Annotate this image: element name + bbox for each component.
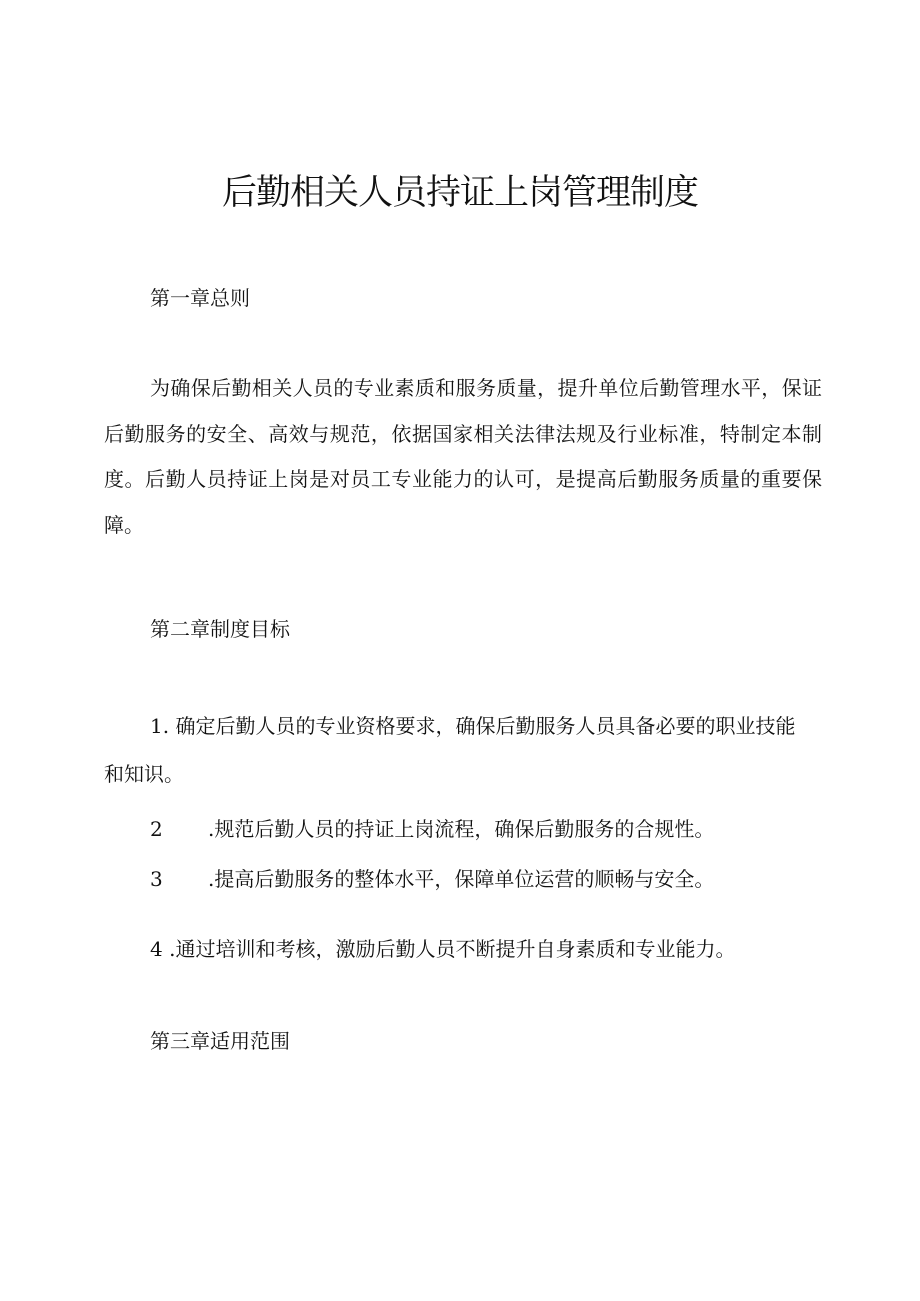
document-title: 后勤相关人员持证上岗管理制度 (221, 173, 698, 213)
objective-item-1 (104, 702, 814, 798)
objective-item-4-number: 4 (150, 937, 163, 961)
objective-item-2-number: 2 (150, 817, 163, 841)
objective-item-1-text: . 确定后勤人员的专业资格要求，确保后勤服务人员具备必要的职业技能和知识。 (104, 714, 796, 786)
objective-item-4-text: .通过培训和考核，激励后勤人员不断提升自身素质和专业能力。 (162, 937, 736, 961)
objective-item-3-number: 3 (150, 867, 163, 891)
objective-item-2-text: .规范后勤人员的持证上岗流程，确保后勤服务的合规性。 (208, 817, 715, 841)
chapter-1-paragraph: 为确保后勤相关人员的专业素质和服务质量，提升单位后勤管理水平，保证后勤服务的安全、高效与规范，依据国家相关法律法规及行业标准，特制定本制度。后勤人员持证上岗是对员工专业能力的认可，是提高后勤服务质量的重要保障。 (104, 376, 822, 537)
objective-item-3-text: .提高后勤服务的整体水平，保障单位运营的顺畅与安全。 (208, 867, 715, 891)
chapter-2-heading: 第二章制度目标 (150, 617, 290, 641)
objective-item-1-number: 1 (150, 714, 163, 738)
chapter-1-heading: 第一章总则 (150, 286, 250, 310)
chapter-3-heading: 第三章适用范围 (150, 1029, 290, 1053)
objective-item-4 (150, 934, 735, 964)
objective-item-2 (150, 814, 714, 844)
objective-item-3 (150, 864, 714, 894)
